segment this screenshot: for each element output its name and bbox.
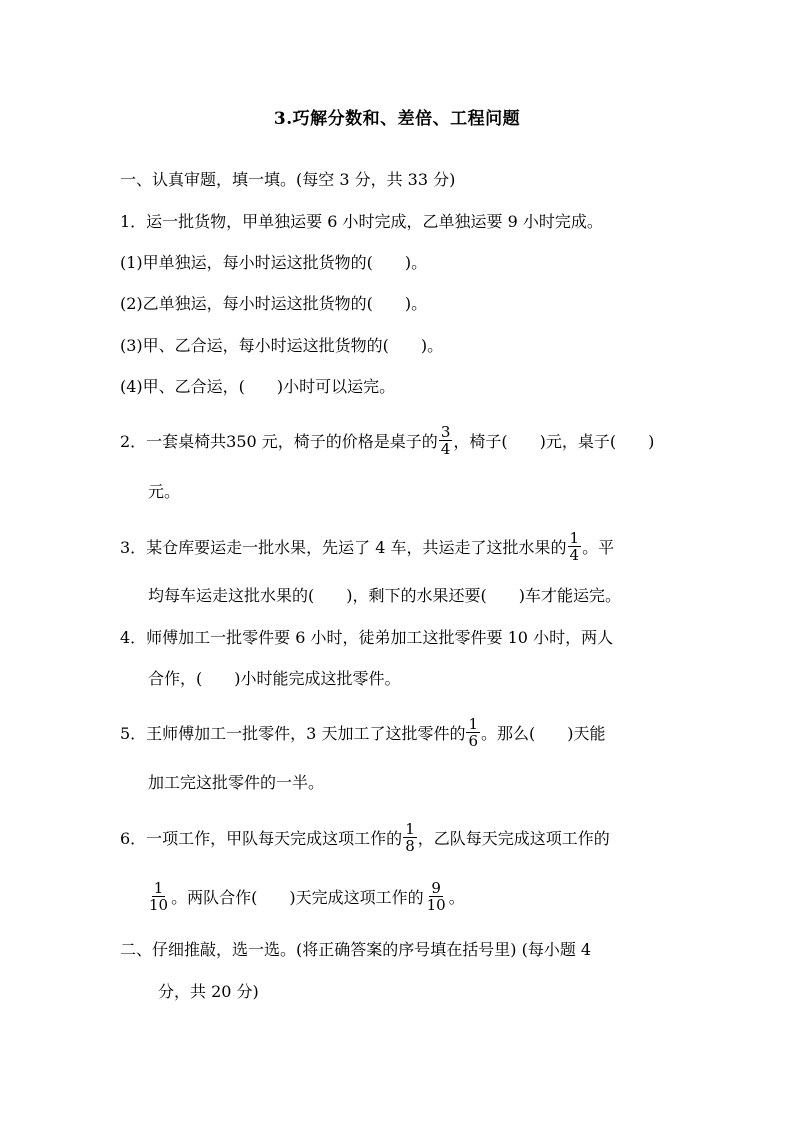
question-1-stem: 1．运一批货物，甲单独运要 6 小时完成，乙单独运要 9 小时完成。 (120, 212, 603, 231)
question-1-sub-1: (1)甲单独运，每小时运这批货物的( )。 (120, 253, 428, 272)
question-4-line-2: 合作，( )小时能完成这批零件。 (148, 669, 401, 688)
question-1-sub-4: (4)甲、乙合运，( )小时可以运完。 (120, 377, 396, 396)
fraction-denominator: 6 (468, 732, 478, 750)
fraction (147, 880, 170, 913)
question-3-text-b: 。平 (582, 538, 615, 557)
fraction (425, 880, 448, 913)
fraction-denominator: 4 (569, 546, 580, 564)
question-2-line-1 (120, 423, 655, 459)
question-6-text-c: 。两队合作( )天完成这项工作的 (171, 888, 424, 907)
fraction-denominator: 10 (426, 896, 446, 914)
section-2-heading-line-2: 分，共 20 分) (158, 982, 259, 1001)
question-1-sub-3: (3)甲、乙合运，每小时运这批货物的( )。 (120, 336, 444, 355)
question-5-line-2: 加工完这批零件的一半。 (148, 773, 325, 792)
question-2-line-2: 元。 (148, 482, 181, 501)
fraction-denominator: 4 (440, 440, 451, 458)
fraction-numerator: 1 (569, 529, 580, 547)
fraction-numerator: 1 (405, 820, 415, 838)
question-5-line-1 (120, 715, 606, 751)
question-6-text-a: 6．一项工作，甲队每天完成这项工作的 (120, 829, 403, 848)
page-title: 3.巧解分数和、差倍、工程问题 (273, 109, 521, 129)
fraction-numerator: 1 (468, 715, 478, 733)
fraction-denominator: 8 (405, 837, 415, 855)
question-3-line-1 (120, 529, 615, 565)
question-5-text-a: 5．王师傅加工一批零件，3 天加工了这批零件的 (120, 724, 466, 743)
question-2-text-a: 2．一套桌椅共350 元，椅子的价格是桌子的 (120, 432, 438, 451)
section-1-heading: 一、认真审题，填一填。(每空 3 分，共 33 分) (120, 170, 456, 189)
question-2-text-b: ，椅子( )元，桌子( ) (453, 432, 655, 451)
question-3-text-a: 3．某仓库要运走一批水果，先运了 4 车，共运走了这批水果的 (120, 538, 567, 557)
fraction (568, 530, 582, 563)
fraction (403, 821, 417, 854)
fraction (439, 424, 453, 457)
fraction-numerator: 3 (440, 423, 451, 441)
question-6-line-2 (146, 879, 465, 915)
question-3-line-2: 均每车运走这批水果的( )，剩下的水果还要( )车才能运完。 (148, 586, 621, 605)
question-1-sub-2: (2)乙单独运，每小时运这批货物的( )。 (120, 294, 428, 313)
question-4-line-1: 4．师傅加工一批零件要 6 小时，徒弟加工这批零件要 10 小时，两人 (120, 628, 614, 647)
fraction (466, 716, 480, 749)
question-6-line-1 (120, 820, 610, 856)
question-5-text-b: 。那么( )天能 (481, 724, 606, 743)
fraction-numerator: 1 (153, 879, 164, 897)
fraction-numerator: 9 (431, 879, 441, 897)
question-6-text-b: ，乙队每天完成这项工作的 (417, 829, 610, 848)
fraction-denominator: 10 (149, 896, 169, 914)
section-2-heading-line-1: 二、仔细推敲，选一选。(将正确答案的序号填在括号里) (每小题 4 (120, 940, 592, 959)
question-6-text-d: 。 (448, 888, 465, 907)
